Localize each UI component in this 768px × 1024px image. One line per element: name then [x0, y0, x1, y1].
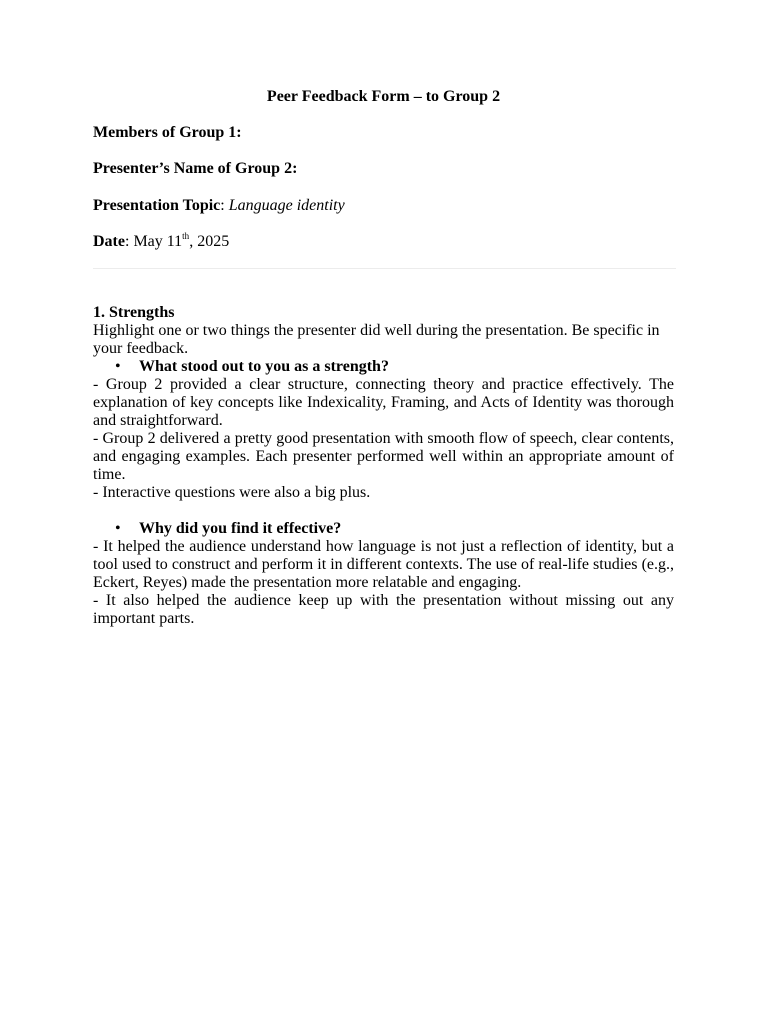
document-page [93, 88, 674, 628]
question-effective-text: Why did you find it effective? [139, 520, 342, 537]
date-ordinal-suffix: th [182, 230, 190, 241]
answer-paragraph: - Interactive questions were also a big plus. [93, 484, 371, 501]
answer-paragraph: - It also helped the audience keep up with the presentation without missing out any important parts. [93, 592, 674, 627]
answer-paragraph: - Group 2 provided a clear structure, connecting theory and practice effectively. The explanation of key concepts like Indexicality, Framing, and Acts of Identity was thorough and straightforward. [93, 376, 674, 429]
answer-paragraph: - It helped the audience understand how language is not just a reflection of identity, but a tool used to construct and perform it in different contexts. The use of real-life studies (e.g., Eckert, Reyes) made the presentation more relatable and engaging. [93, 538, 674, 591]
members-label: Members of Group 1: [93, 124, 242, 141]
question-strength [93, 358, 674, 376]
date-year: , 2025 [189, 233, 230, 250]
question-effective [93, 520, 674, 538]
bullet-dot: • [115, 520, 121, 537]
members-field [93, 124, 674, 142]
date-field [93, 230, 674, 251]
topic-value: Language identity [228, 197, 345, 214]
presenter-field [93, 160, 674, 178]
topic-label: Presentation Topic [93, 197, 221, 214]
presenter-label: Presenter’s Name of Group 2: [93, 160, 298, 177]
strengths-intro: Highlight one or two things the presenter did well during the presentation. Be specific in your feedback. [93, 322, 660, 357]
answer-paragraph: - Group 2 delivered a pretty good presentation with smooth flow of speech, clear contents, and engaging examples. Each presenter performed well within an appropriate amount of time. [93, 430, 674, 483]
date-month-day: May 11 [133, 233, 183, 250]
strengths-heading: 1. Strengths [93, 304, 175, 321]
bullet-dot: • [115, 358, 121, 375]
section-divider [93, 268, 676, 269]
topic-field [93, 197, 674, 215]
date-label: Date [93, 233, 125, 250]
question-strength-text: What stood out to you as a strength? [139, 358, 389, 375]
paragraph-gap [93, 502, 674, 520]
topic-separator: : [220, 197, 229, 214]
date-separator: : [124, 233, 134, 250]
form-title: Peer Feedback Form – to Group 2 [266, 88, 501, 105]
